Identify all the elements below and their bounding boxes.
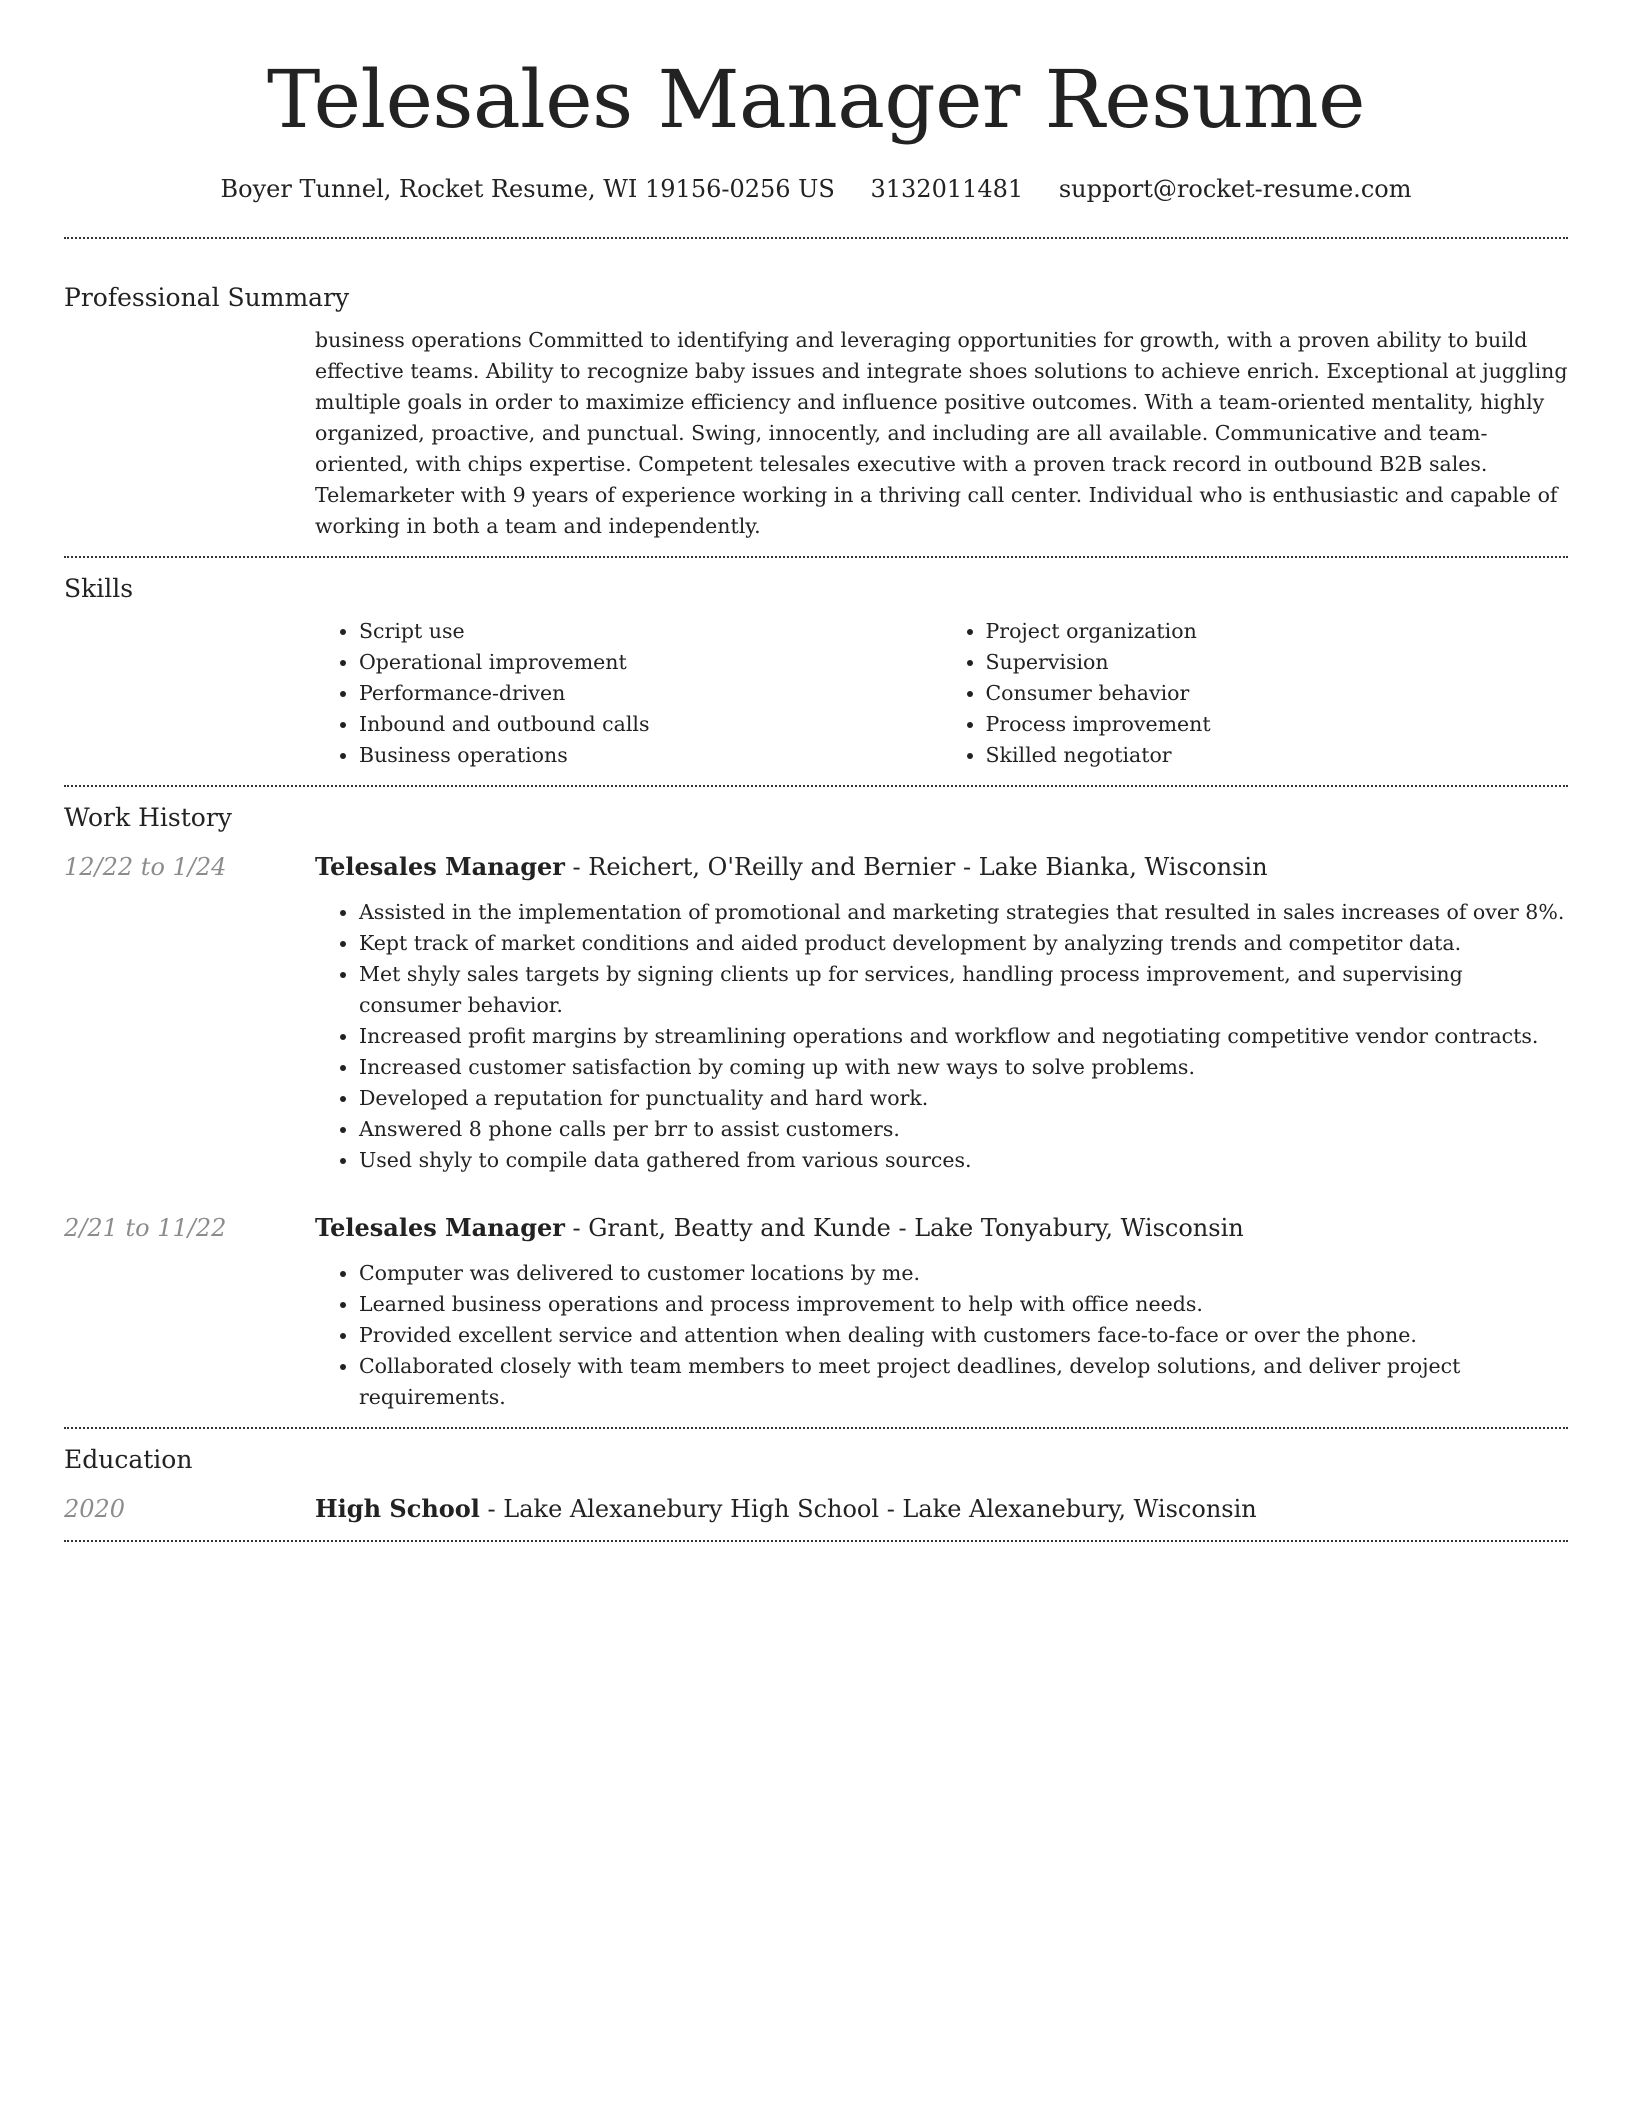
job-bullet: • Assisted in the implementation of promotional and marketing strategies that resulted in sales increases of over 8%. — [359, 897, 1568, 928]
job-dates: 2/21 to 11/22 — [64, 1214, 227, 1242]
job-bullet: • Developed a reputation for punctuality and hard work. — [359, 1083, 1568, 1114]
job-bullet: • Answered 8 phone calls per brr to assist customers. — [359, 1114, 1568, 1145]
summary-heading: Professional Summary — [64, 283, 350, 312]
job-bullet: • Increased customer satisfaction by coming up with new ways to solve problems. — [359, 1052, 1568, 1083]
skill-item: • Supervision — [986, 647, 1569, 678]
education-entry — [64, 1477, 1568, 1540]
job-employer: - Reichert, O'Reilly and Bernier - Lake Bianka, Wisconsin — [564, 853, 1268, 881]
job-entry — [64, 835, 1568, 1176]
skill-item: • Performance-driven — [359, 678, 942, 709]
skills-grid — [315, 606, 1568, 785]
contact-address: Boyer Tunnel, Rocket Resume, WI 19156-0256 US — [220, 175, 835, 203]
job-dates: 12/22 to 1/24 — [64, 853, 227, 881]
skill-item: • Consumer behavior — [986, 678, 1569, 709]
job-position: Telesales Manager — [315, 1213, 565, 1242]
education-year: 2020 — [64, 1495, 126, 1523]
skills-list-left — [315, 616, 942, 771]
job-bullet: • Computer was delivered to customer locations by me. — [359, 1258, 1568, 1289]
job-bullet: • Kept track of market conditions and aided product development by analyzing trends and competitor data. — [359, 928, 1568, 959]
skill-item: • Operational improvement — [359, 647, 942, 678]
skill-item: • Project organization — [986, 616, 1569, 647]
education-school: - Lake Alexanebury High School - Lake Alexanebury, Wisconsin — [479, 1495, 1257, 1523]
resume-header — [64, 0, 1568, 204]
job-entry — [64, 1176, 1568, 1413]
education-section — [64, 1429, 1568, 1540]
summary-section — [64, 239, 1568, 556]
skills-list-right — [942, 616, 1569, 771]
contact-line — [64, 174, 1568, 204]
job-title — [315, 1212, 1568, 1244]
job-bullet: • Used shyly to compile data gathered from various sources. — [359, 1145, 1568, 1176]
work-heading: Work History — [64, 803, 232, 832]
job-title — [315, 851, 1568, 883]
summary-row — [64, 315, 1568, 556]
job-bullet: • Learned business operations and process improvement to help with office needs. — [359, 1289, 1568, 1320]
work-section — [64, 787, 1568, 1427]
skills-section — [64, 558, 1568, 785]
education-title — [315, 1493, 1568, 1525]
skill-item: • Process improvement — [986, 709, 1569, 740]
skills-heading: Skills — [64, 574, 134, 603]
skill-item: • Script use — [359, 616, 942, 647]
job-bullet: • Met shyly sales targets by signing clients up for services, handling process improvement, and supervising consumer behavior. — [359, 959, 1568, 1021]
job-position: Telesales Manager — [315, 852, 565, 881]
job-employer: - Grant, Beatty and Kunde - Lake Tonyabury, Wisconsin — [564, 1214, 1244, 1242]
job-bullets — [315, 897, 1568, 1176]
skill-item: • Inbound and outbound calls — [359, 709, 942, 740]
job-bullet: • Provided excellent service and attention when dealing with customers face-to-face or over the phone. — [359, 1320, 1568, 1351]
section-divider — [64, 1540, 1568, 1542]
contact-phone: 3132011481 — [870, 175, 1024, 203]
contact-email: support@rocket-resume.com — [1058, 175, 1412, 203]
resume-title: Telesales Manager Resume — [267, 53, 1365, 146]
job-bullet: • Increased profit margins by streamlining operations and workflow and negotiating competitive vendor contracts. — [359, 1021, 1568, 1052]
education-degree: High School — [315, 1494, 480, 1523]
skill-item: • Skilled negotiator — [986, 740, 1569, 771]
job-bullets — [315, 1258, 1568, 1413]
skill-item: • Business operations — [359, 740, 942, 771]
summary-text: business operations Committed to identifying and leveraging opportunities for growth, with a proven ability to build effective teams. Ability to recognize baby issues and integrate shoes solutions to achieve enrich. Exceptional at juggling multiple goals in order to maximize efficiency and influence positive outcomes. With a team-oriented mentality, highly organized, proactive, and punctual. Swing, innocently, and including are all available. Communicative and team-oriented, with chips expertise. Competent telesales executive with a proven track record in outbound B2B sales. Telemarketer with 9 years of experience working in a thriving call center. Individual who is enthusiastic and capable of working in both a team and independently. — [315, 328, 1568, 538]
education-heading: Education — [64, 1445, 193, 1474]
job-bullet: • Collaborated closely with team members to meet project deadlines, develop solutions, and deliver project requirements. — [359, 1351, 1568, 1413]
